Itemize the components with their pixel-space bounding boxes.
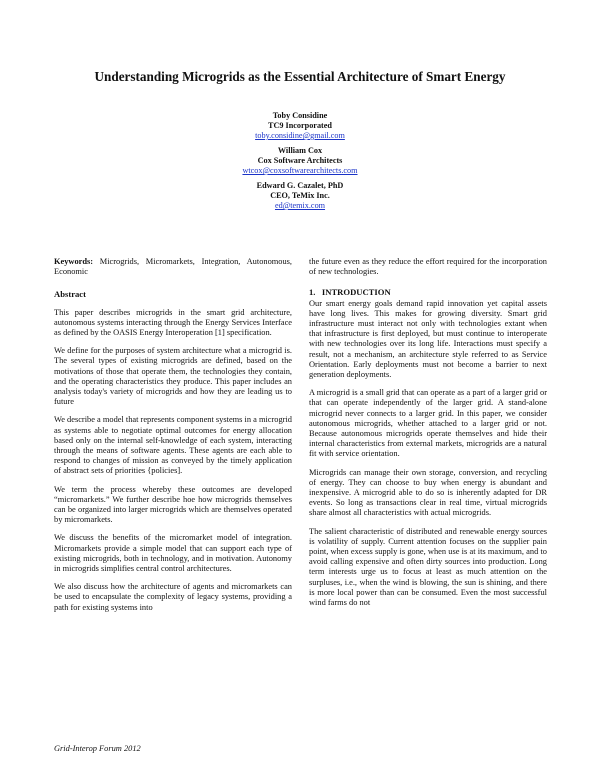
keywords-label: Keywords: xyxy=(54,257,94,266)
abstract-paragraph: We define for the purposes of system architecture what a microgrid is. The several types of existing microgrids are defined, based on the motivations of those that operate them, the technologies they contain, and the operating characteristics they produce. This paper includes an analysis today's variety of microgrids and how they are leading us to future xyxy=(54,346,292,407)
author-entry xyxy=(0,146,600,176)
abstract-paragraph: We discuss the benefits of the micromarket model of integration. Micromarkets provide a simple model that can support each type of existing microgrids, both in technology, and in motivation. Autonomy in microgrids simplifies central control architectures. xyxy=(54,533,292,574)
keywords-paragraph xyxy=(54,257,292,277)
author-entry xyxy=(0,111,600,141)
author-email-link[interactable]: ed@temix.com xyxy=(274,201,326,210)
body-paragraph: The salient characteristic of distributed and renewable energy sources is volatility of supply. Current attention focuses on the supplier pain point, when excess supply is gone, when use is at its maximum, and to avoid calling expensive and often dirty sources into production. Long term interests urge us to focus at least as much attention on the surpluses, i.e., when the wind is blowing, the sun is shining, and there is more local power than can be consumed. Even the most successful wind farms do not xyxy=(309,526,547,608)
author-affiliation: TC9 Incorporated xyxy=(268,121,332,130)
right-column xyxy=(309,257,547,616)
body-paragraph: Microgrids can manage their own storage, conversion, and recycling of energy. They can choose to buy when energy is abundant and inexpensive. A microgrid able to do so is inherently adapted for DR events. So long as transactions clear in real time, virtual microgrids share almost all characteristics with actual microgrids. xyxy=(309,467,547,518)
abstract-paragraph: We describe a model that represents component systems in a microgrid as systems able to negotiate optimal outcomes for energy allocation based only on the internal self-knowledge of each system, interacting through the means of software agents. These agents are each able to respond to changes of mission as conveyed by the timely application of abstract sets of priorities {policies]. xyxy=(54,415,292,476)
author-affiliation: Cox Software Architects xyxy=(257,156,343,165)
author-name: Edward G. Cazalet, PhD xyxy=(256,181,344,190)
abstract-continuation: the future even as they reduce the effort required for the incorporation of new technologies. xyxy=(309,257,547,277)
author-entry xyxy=(0,181,600,211)
abstract-paragraph: We also discuss how the architecture of agents and micromarkets can be used to encapsulate the complexity of legacy systems, providing a path for existing systems into xyxy=(54,582,292,612)
abstract-heading: Abstract xyxy=(54,289,86,300)
left-column xyxy=(54,257,292,621)
abstract-paragraph: We term the process whereby these outcomes are developed “micromarkets.” We further describe hoe how microgrids themselves can be organized into larger microgrids which are themselves operated by micromarkets. xyxy=(54,484,292,525)
page-footer: Grid-Interop Forum 2012 xyxy=(54,744,141,753)
author-name: William Cox xyxy=(277,146,323,155)
body-paragraph: A microgrid is a small grid that can operate as a part of a larger grid or that can operate independently of the larger grid. A stand-alone microgrid never connects to a larger grid. In this paper, we consider autonomous microgrids, whether attached to a larger grid or not. Because autonomous microgrids operate themselves and hide their internal characteristics from external markets, microgrids are a natural fit with service orientation. xyxy=(309,388,547,459)
author-email-link[interactable]: wtcox@coxsoftwarearchitects.com xyxy=(242,166,358,175)
paper-title: Understanding Microgrids as the Essential Architecture of Smart Energy xyxy=(94,69,506,84)
author-email-link[interactable]: toby.considine@gmail.com xyxy=(255,131,345,140)
author-affiliation: CEO, TeMix Inc. xyxy=(270,191,330,200)
body-paragraph: Our smart energy goals demand rapid innovation yet capital assets have long lives. This makes for growing diversity. Smart grid infrastructure must interact not only with technologies extant when that infrastructure is first deployed, but must continue to interoperate with new technologies over its long life. Interactions must specify a result, not a mechanism, an architecture style referred to as Service Orientation. Early deployments must not become a barrier to next generation deployments. xyxy=(309,298,547,380)
section-heading-introduction: 1. INTRODUCTION xyxy=(309,287,391,298)
author-block xyxy=(0,111,600,216)
author-name: Toby Considine xyxy=(272,111,328,120)
keywords-block xyxy=(54,257,292,277)
keywords-text: Microgrids, Micromarkets, Integration, Autonomous, Economic xyxy=(54,257,293,277)
abstract-paragraph: This paper describes microgrids in the smart grid architecture, autonomous systems interacting through the Energy Services Interface as defined by the OASIS Energy Interoperation [1] specification. xyxy=(54,307,292,338)
